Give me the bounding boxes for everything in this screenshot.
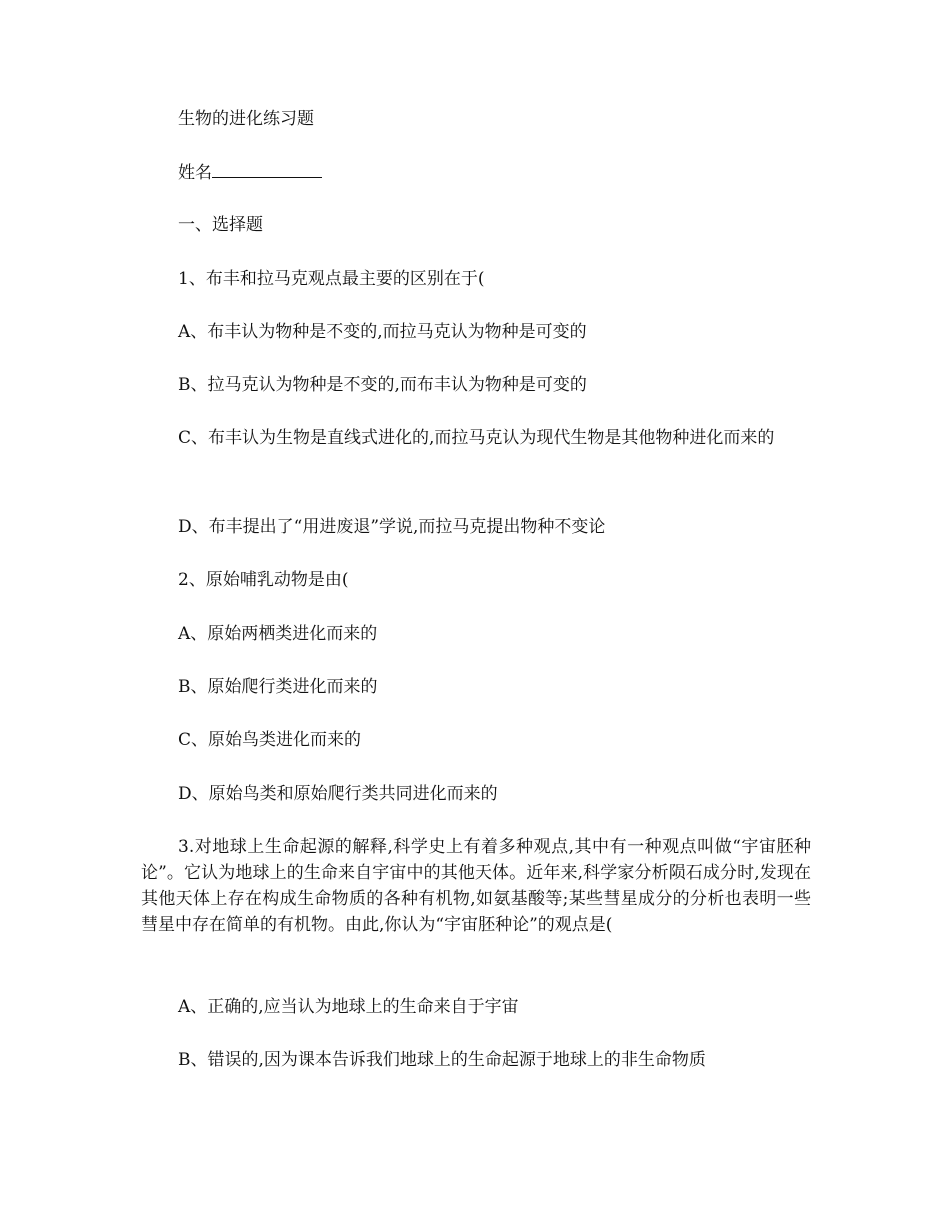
question-2-option-c: C、原始鸟类进化而来的 bbox=[178, 730, 362, 750]
question-2-option-d: D、原始鸟类和原始爬行类共同进化而来的 bbox=[178, 784, 498, 804]
question-3-stem: 3.对地球上生命起源的解释,科学史上有着多种观点,其中有一种观点叫做“宇宙胚种论”。它认为地球上的生命来自宇宙中的其他天体。近年来,科学家分析陨石成分时,发现在其他天体上存在构成生命物质的各种有机物,如氨基酸等;某些彗星成分的分析也表明一些彗星中存在简单的有机物。由此,你认为“宇宙胚种论”的观点是( bbox=[141, 837, 811, 935]
question-1-option-a: A、布丰认为物种是不变的,而拉马克认为物种是可变的 bbox=[178, 322, 587, 342]
question-1-option-c: C、布丰认为生物是直线式进化的,而拉马克认为现代生物是其他物种进化而来的 bbox=[178, 428, 775, 448]
question-3-option-b: B、错误的,因为课本告诉我们地球上的生命起源于地球上的非生命物质 bbox=[178, 1050, 706, 1070]
document-title: 生物的进化练习题 bbox=[178, 109, 314, 129]
question-1-option-b: B、拉马克认为物种是不变的,而布丰认为物种是可变的 bbox=[178, 375, 587, 395]
question-2-stem: 2、原始哺乳动物是由( bbox=[178, 570, 349, 590]
question-3-option-a: A、正确的,应当认为地球上的生命来自于宇宙 bbox=[178, 997, 519, 1017]
name-field bbox=[178, 159, 322, 186]
question-1-option-d: D、布丰提出了“用进废退”学说,而拉马克提出物种不变论 bbox=[178, 517, 606, 537]
name-blank-line bbox=[212, 159, 322, 178]
question-1-stem: 1、布丰和拉马克观点最主要的区别在于( bbox=[178, 269, 485, 289]
name-label: 姓名 bbox=[178, 163, 212, 183]
question-2-option-b: B、原始爬行类进化而来的 bbox=[178, 677, 378, 697]
section-heading: 一、选择题 bbox=[178, 215, 263, 235]
question-2-option-a: A、原始两栖类进化而来的 bbox=[178, 624, 378, 644]
